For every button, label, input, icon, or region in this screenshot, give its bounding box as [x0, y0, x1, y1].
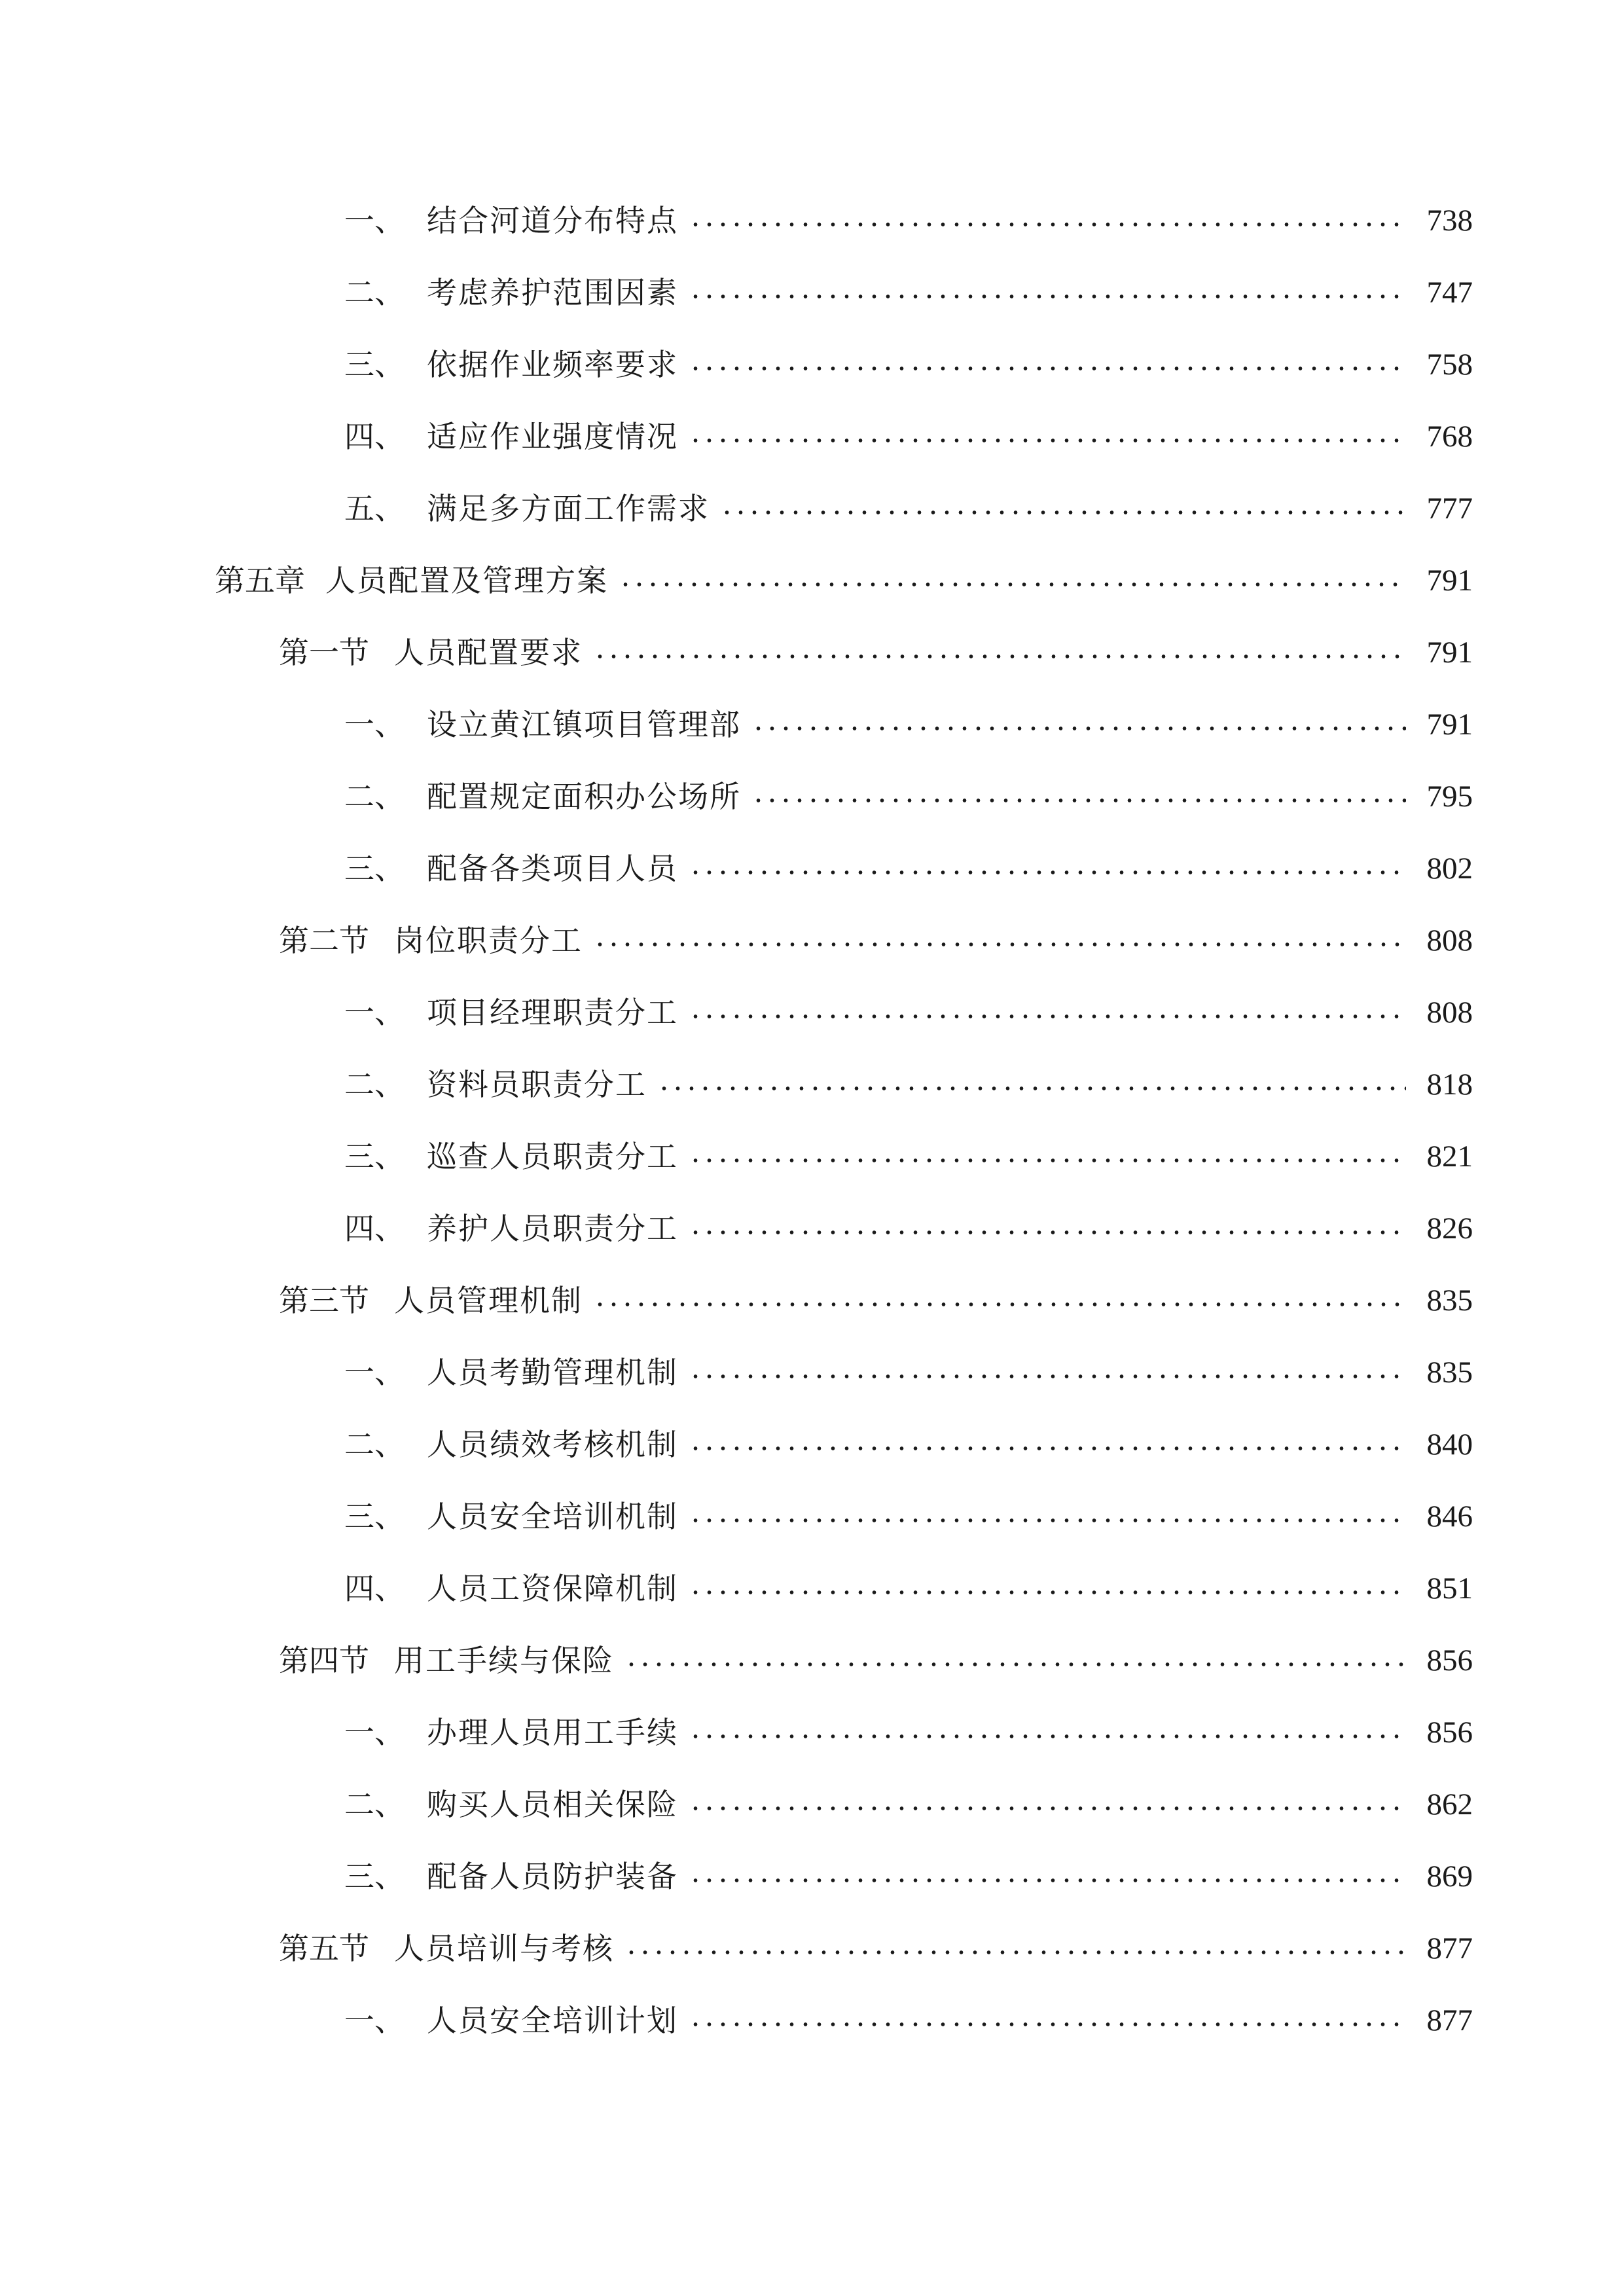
toc-entry-text: 人员考勤管理机制 [427, 1355, 678, 1390]
toc-entry-text: 配置规定面积办公场所 [427, 779, 741, 814]
toc-entry-marker: 三、 [344, 851, 405, 886]
toc-entry-title [344, 1573, 678, 1604]
toc-entry-marker: 四、 [344, 1571, 405, 1606]
toc-entry-marker: 第一节 [279, 635, 369, 670]
toc-dot-leader [593, 641, 1406, 672]
toc-entry-title [344, 275, 678, 310]
toc-entry-text: 资料员职责分工 [427, 1067, 647, 1102]
toc-dot-leader [689, 1001, 1406, 1031]
toc-entry-text: 人员安全培训计划 [427, 2003, 678, 2038]
toc-entry-title [344, 1213, 678, 1244]
toc-entry[interactable] [0, 689, 1624, 761]
toc-dot-leader [619, 569, 1406, 600]
toc-entry-title [344, 419, 678, 454]
toc-dot-leader [689, 1865, 1406, 1895]
toc-entry-marker: 第二节 [279, 923, 369, 958]
toc-entry-text: 办理人员用工手续 [427, 1715, 678, 1750]
toc-entry-title [215, 565, 608, 596]
toc-page-number: 808 [1426, 923, 1473, 958]
toc-dot-leader [657, 1073, 1406, 1103]
toc-page-number: 791 [1426, 707, 1473, 742]
toc-page-number: 768 [1426, 419, 1473, 454]
toc-dot-leader [689, 353, 1406, 384]
toc-entry-title [344, 1717, 678, 1748]
toc-entry-marker: 一、 [344, 995, 405, 1030]
toc-page-number: 791 [1426, 563, 1473, 598]
toc-entry-marker: 一、 [344, 2003, 405, 2038]
toc-entry[interactable] [0, 977, 1624, 1049]
toc-dot-leader [624, 1937, 1406, 1967]
toc-entry[interactable] [0, 1265, 1624, 1336]
toc-entry-title [344, 997, 678, 1028]
toc-entry[interactable] [0, 1049, 1624, 1121]
toc-entry-text: 养护人员职责分工 [427, 1211, 678, 1246]
toc-page-number: 840 [1426, 1427, 1473, 1462]
toc-entry[interactable] [0, 401, 1624, 473]
toc-entry-text: 人员配置及管理方案 [325, 563, 608, 598]
toc-entry-marker: 一、 [344, 707, 405, 742]
toc-entry-text: 用工手续与保险 [394, 1643, 614, 1678]
toc-entry[interactable] [0, 1840, 1624, 1912]
toc-entry-text: 考虑养护范围因素 [427, 275, 678, 310]
toc-entry-text: 项目经理职责分工 [427, 995, 678, 1030]
toc-entry-text: 设立黄江镇项目管理部 [427, 707, 741, 742]
toc-entry[interactable] [0, 905, 1624, 977]
toc-entry[interactable] [0, 617, 1624, 689]
toc-entry-marker: 三、 [344, 347, 405, 382]
toc-page-number: 835 [1426, 1355, 1473, 1390]
toc-entry-text: 人员工资保障机制 [427, 1571, 678, 1606]
toc-dot-leader [689, 1217, 1406, 1247]
toc-entry-marker: 一、 [344, 1355, 405, 1390]
toc-dot-leader [689, 2009, 1406, 2039]
toc-entry-marker: 三、 [344, 1139, 405, 1174]
toc-entry-text: 人员安全培训机制 [427, 1499, 678, 1534]
toc-entry[interactable] [0, 257, 1624, 329]
toc-entry-marker: 一、 [344, 1715, 405, 1750]
toc-page-number: 818 [1426, 1067, 1473, 1102]
toc-entry-title [344, 1357, 678, 1388]
toc-dot-leader [751, 713, 1406, 744]
table-of-contents [0, 185, 1624, 2056]
toc-dot-leader [689, 1721, 1406, 1751]
toc-entry[interactable] [0, 1624, 1624, 1696]
toc-entry-text: 人员配置要求 [394, 635, 583, 670]
toc-page-number: 851 [1426, 1571, 1473, 1605]
toc-entry-marker: 五、 [344, 491, 405, 526]
toc-entry-title [279, 1645, 614, 1676]
toc-entry-marker: 三、 [344, 1499, 405, 1534]
toc-dot-leader [751, 785, 1406, 816]
toc-entry-marker: 第五章 [215, 563, 305, 598]
toc-entry[interactable] [0, 761, 1624, 833]
toc-entry-marker: 第五节 [279, 1931, 369, 1966]
toc-page-number: 791 [1426, 635, 1473, 670]
toc-dot-leader [689, 1361, 1406, 1391]
toc-entry[interactable] [0, 1696, 1624, 1768]
toc-dot-leader [689, 209, 1406, 240]
toc-page-number: 747 [1426, 275, 1473, 310]
toc-entry-text: 人员绩效考核机制 [427, 1427, 678, 1462]
toc-entry-title [344, 1429, 678, 1460]
toc-entry-title [344, 1861, 678, 1892]
toc-entry-text: 满足多方面工作需求 [427, 491, 710, 526]
toc-page-number: 795 [1426, 779, 1473, 814]
toc-dot-leader [689, 1433, 1406, 1463]
toc-dot-leader [689, 1793, 1406, 1823]
toc-page-number: 758 [1426, 347, 1473, 382]
toc-entry-text: 人员培训与考核 [394, 1931, 614, 1966]
toc-page-number: 856 [1426, 1715, 1473, 1749]
toc-entry-text: 结合河道分布特点 [427, 203, 678, 238]
toc-dot-leader [689, 425, 1406, 456]
toc-page-number: 821 [1426, 1139, 1473, 1174]
toc-page-number: 808 [1426, 995, 1473, 1030]
toc-entry-text: 依据作业频率要求 [427, 347, 678, 382]
toc-dot-leader [689, 1505, 1406, 1535]
toc-entry-title [344, 347, 678, 382]
toc-dot-leader [689, 1145, 1406, 1175]
toc-entry-text: 巡查人员职责分工 [427, 1139, 678, 1174]
toc-entry-marker: 二、 [344, 1427, 405, 1462]
toc-dot-leader [593, 929, 1406, 960]
toc-entry[interactable] [0, 1480, 1624, 1552]
toc-entry-title [344, 1501, 678, 1532]
toc-dot-leader [689, 1577, 1406, 1607]
toc-entry[interactable] [0, 1193, 1624, 1265]
toc-dot-leader [593, 1289, 1406, 1319]
toc-entry-text: 岗位职责分工 [394, 923, 583, 958]
toc-entry-title [344, 709, 741, 740]
toc-entry-text: 人员管理机制 [394, 1283, 583, 1318]
toc-entry[interactable] [0, 1768, 1624, 1840]
toc-page-number: 835 [1426, 1283, 1473, 1318]
toc-entry-title [279, 1285, 583, 1316]
toc-entry[interactable] [0, 1336, 1624, 1408]
toc-page-number: 877 [1426, 1931, 1473, 1965]
toc-entry[interactable] [0, 545, 1624, 617]
toc-entry[interactable] [0, 473, 1624, 545]
toc-entry[interactable] [0, 185, 1624, 257]
toc-dot-leader [624, 1649, 1406, 1679]
toc-entry-marker: 四、 [344, 419, 405, 454]
toc-entry-title [344, 493, 710, 524]
toc-page-number: 802 [1426, 851, 1473, 886]
toc-entry-marker: 二、 [344, 1787, 405, 1822]
toc-entry-marker: 二、 [344, 779, 405, 814]
toc-entry-title [344, 1141, 678, 1172]
toc-entry[interactable] [0, 329, 1624, 401]
toc-entry-marker: 二、 [344, 275, 405, 310]
toc-entry-marker: 三、 [344, 1859, 405, 1894]
toc-entry-text: 购买人员相关保险 [427, 1787, 678, 1822]
toc-entry[interactable] [0, 1984, 1624, 2056]
toc-entry-marker: 二、 [344, 1067, 405, 1102]
toc-entry-title [344, 781, 741, 812]
toc-page-number: 856 [1426, 1643, 1473, 1677]
toc-page-number: 846 [1426, 1499, 1473, 1534]
toc-entry-title [279, 1933, 614, 1964]
toc-entry-title [344, 1069, 647, 1100]
toc-entry[interactable] [0, 1912, 1624, 1984]
toc-entry[interactable] [0, 1121, 1624, 1193]
toc-entry-title [344, 203, 678, 238]
toc-entry-title [344, 1789, 678, 1820]
toc-entry-title [344, 853, 678, 884]
toc-dot-leader [689, 281, 1406, 312]
toc-entry[interactable] [0, 1408, 1624, 1480]
toc-entry-title [279, 637, 583, 668]
toc-entry-text: 适应作业强度情况 [427, 419, 678, 454]
toc-entry-marker: 四、 [344, 1211, 405, 1246]
toc-entry-text: 配备各类项目人员 [427, 851, 678, 886]
toc-page-number: 826 [1426, 1211, 1473, 1246]
toc-page-number: 738 [1426, 203, 1473, 238]
toc-entry-marker: 一、 [344, 203, 405, 238]
toc-entry[interactable] [0, 833, 1624, 905]
toc-entry[interactable] [0, 1552, 1624, 1624]
toc-page-number: 862 [1426, 1787, 1473, 1821]
toc-entry-text: 配备人员防护装备 [427, 1859, 678, 1894]
toc-entry-marker: 第四节 [279, 1643, 369, 1678]
toc-entry-marker: 第三节 [279, 1283, 369, 1318]
toc-page-number: 869 [1426, 1859, 1473, 1893]
toc-entry-title [279, 925, 583, 956]
toc-page-number: 777 [1426, 491, 1473, 526]
toc-dot-leader [720, 497, 1406, 528]
toc-dot-leader [689, 857, 1406, 888]
toc-page-number: 877 [1426, 2003, 1473, 2037]
toc-entry-title [344, 2005, 678, 2036]
